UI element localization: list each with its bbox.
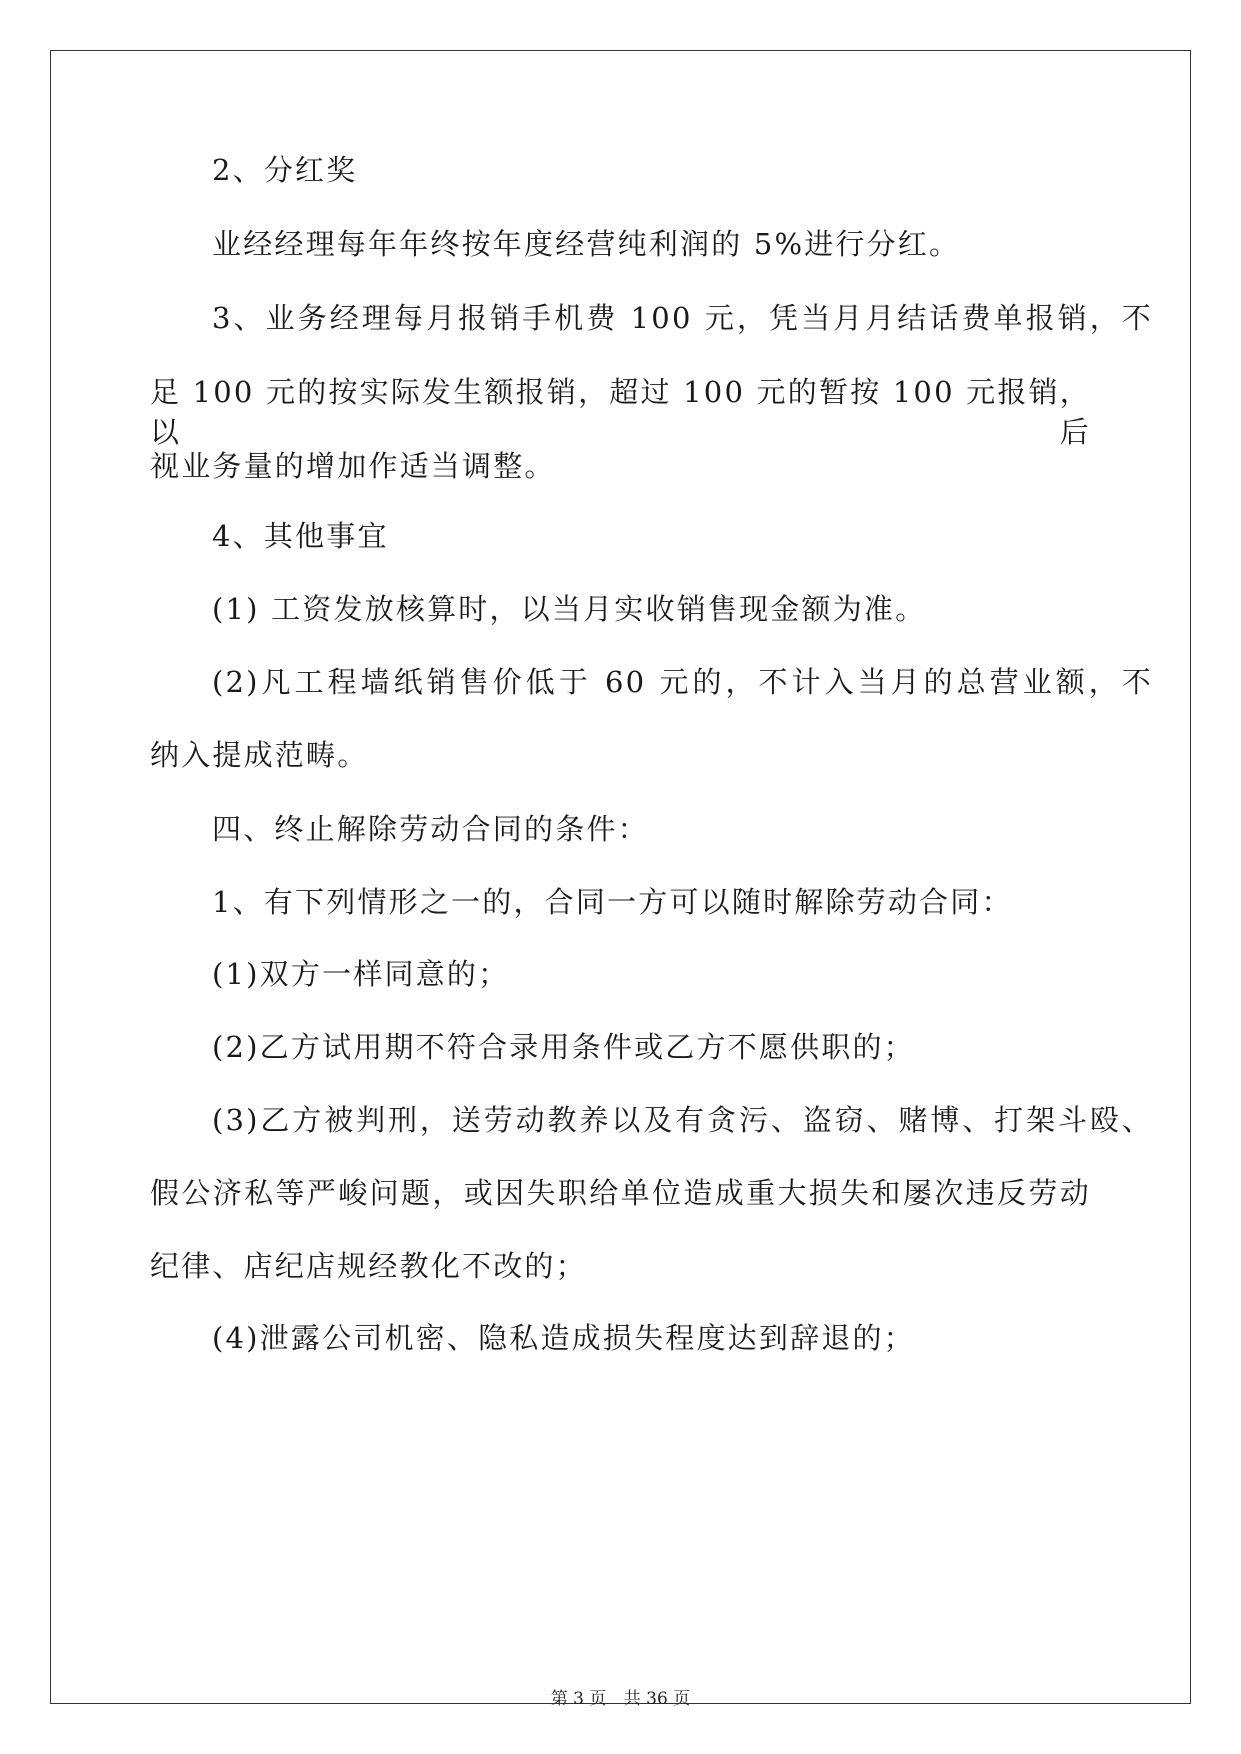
paragraph-line: (2)凡工程墙纸销售价低于 60 元的，不计入当月的总营业额，不 [212, 665, 1153, 699]
section-heading: 四、终止解除劳动合同的条件： [212, 812, 649, 846]
paragraph-line: 3、业务经理每月报销手机费 100 元，凭当月月结话费单报销，不 [212, 301, 1153, 335]
page-footer [0, 1687, 1241, 1711]
paragraph-line: (1) 工资发放核算时，以当月实收销售现金额为准。 [212, 592, 927, 626]
paragraph-line: 纪律、店纪店规经教化不改的； [150, 1249, 587, 1283]
paragraph-line: 纳入提成范畴。 [150, 738, 369, 772]
list-item: (1)双方一样同意的； [212, 957, 510, 991]
section-heading: 4、其他事宜 [212, 519, 389, 553]
paragraph-line: 业经经理每年年终按年度经营纯利润的 5%进行分红。 [212, 227, 961, 261]
paragraph-line: 1、有下列情形之一的，合同一方可以随时解除劳动合同： [212, 885, 1013, 919]
current-page-number: 第 3 页 [550, 1689, 607, 1709]
total-page-count: 共 36 页 [623, 1689, 691, 1709]
paragraph-line: 足 100 元的按实际发生额报销，超过 100 元的暂按 100 元报销，以后 [150, 375, 1091, 449]
list-item: (2)乙方试用期不符合录用条件或乙方不愿供职的； [212, 1030, 915, 1064]
list-item: (4)泄露公司机密、隐私造成损失程度达到辞退的； [212, 1321, 915, 1355]
section-heading: 2、分红奖 [212, 153, 358, 187]
list-item: (3)乙方被判刑，送劳动教养以及有贪污、盗窃、赌博、打架斗殴、 [212, 1103, 1153, 1137]
paragraph-line: 视业务量的增加作适当调整。 [150, 449, 556, 483]
paragraph-line: 假公济私等严峻问题，或因失职给单位造成重大损失和屡次违反劳动 [150, 1176, 1091, 1210]
